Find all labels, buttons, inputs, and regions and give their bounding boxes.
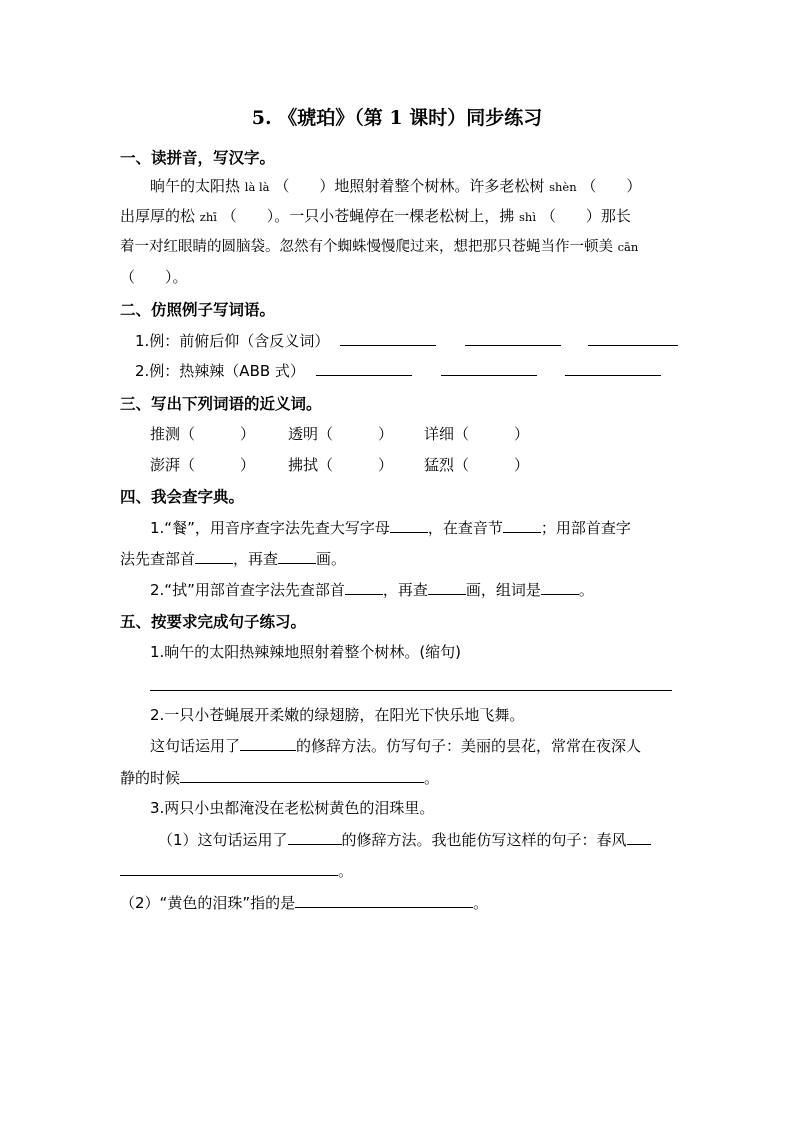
- s5-q2-blank-sentence[interactable]: [180, 768, 424, 783]
- s4-blank-radical[interactable]: [195, 549, 233, 564]
- s5-q3-blank-meaning[interactable]: [295, 893, 473, 908]
- s3-word-5[interactable]: 拂拭（ ）: [288, 456, 394, 474]
- s2-item-1-blank-1[interactable]: [340, 331, 436, 346]
- s4-text: ，再查: [233, 550, 279, 568]
- s5-text: 的修辞方法。仿写句子：美丽的昙花，常常在夜深人: [296, 737, 642, 755]
- s2-item-1: [135, 331, 678, 351]
- section-5-heading: 五、按要求完成句子练习。: [120, 613, 307, 631]
- s4-line-1: [150, 518, 631, 538]
- s4-text: 1.“餐”，用音序查字法先查大写字母: [150, 519, 390, 537]
- pinyin-can: cān: [617, 240, 639, 254]
- s5-question-3: 3.两只小虫都淹没在老松树黄色的泪珠里。: [150, 799, 435, 817]
- s5-q3-blank-rhetoric[interactable]: [288, 830, 342, 845]
- s3-word-2[interactable]: 透明（ ）: [288, 425, 394, 443]
- s1-text: 着一对红眼睛的圆脑袋。忽然有个蜘蛛慢慢爬过来，想把那只苍蝇当作一顿美: [120, 239, 613, 255]
- s4-text: 2.“拭”用部首查字法先查部首: [150, 581, 345, 599]
- pinyin-zhi: zhī: [199, 210, 217, 224]
- s5-text: （1）这句话运用了: [158, 831, 288, 849]
- s2-item-2-blank-3[interactable]: [565, 361, 661, 376]
- s5-text: （2）“黄色的泪珠”指的是: [120, 894, 296, 912]
- pinyin-shi: shì: [519, 210, 537, 224]
- s2-item-1-blank-2[interactable]: [465, 331, 561, 346]
- s5-text: 。: [424, 769, 440, 787]
- s5-text: 静的时候: [120, 769, 181, 787]
- s5-question-1: 1.晌午的太阳热辣辣地照射着整个树林。(缩句): [150, 643, 462, 661]
- s1-line-2: [120, 206, 631, 227]
- s4-text: 。: [578, 581, 594, 599]
- section-3-heading: 三、写出下列词语的近义词。: [120, 395, 322, 413]
- s5-q3-line-3: [120, 893, 488, 913]
- section-1-heading: 一、读拼音，写汉字。: [120, 149, 276, 167]
- s1-answer-blank-4[interactable]: （ ）那长: [540, 207, 631, 225]
- s2-item-2-label: 2.例：热辣辣（ABB 式）: [135, 362, 305, 380]
- pinyin-la-la: là là: [244, 180, 270, 194]
- s2-item-1-blank-3[interactable]: [588, 331, 678, 346]
- s1-answer-blank-3[interactable]: （ ）。一只小苍蝇停在一棵老松树上，拂: [221, 207, 515, 225]
- s5-text: 。: [338, 862, 354, 880]
- s4-text: 画，组词是: [465, 581, 541, 599]
- s4-blank-strokes-2[interactable]: [428, 580, 466, 595]
- s4-line-3: [150, 580, 594, 600]
- pinyin-shen: shèn: [549, 180, 577, 194]
- s4-blank-strokes[interactable]: [278, 549, 316, 564]
- s5-question-2: 2.一只小苍蝇展开柔嫩的绿翅膀，在阳光下快乐地飞舞。: [150, 706, 525, 724]
- s5-q2-line-1: [150, 736, 641, 756]
- s3-word-4[interactable]: 澎湃（ ）: [150, 456, 256, 474]
- s1-line-3: [120, 237, 638, 257]
- s5-q3-line-2: [120, 861, 353, 881]
- s4-blank-word[interactable]: [541, 580, 579, 595]
- s1-answer-blank-5[interactable]: （ ）。: [120, 268, 188, 286]
- s5-q2-blank-rhetoric[interactable]: [240, 736, 296, 751]
- page-title: 5. 《琥珀》（第 1 课时）同步练习: [251, 107, 543, 129]
- s2-item-2-blank-2[interactable]: [441, 361, 537, 376]
- s1-answer-blank-2[interactable]: （ ）: [581, 177, 642, 195]
- s4-text: ；用部首查字: [540, 519, 631, 537]
- s5-q3-line-1: [158, 830, 651, 850]
- s1-line-1: [150, 176, 641, 197]
- s3-word-3[interactable]: 详细（ ）: [424, 425, 530, 443]
- s4-blank-radical-2[interactable]: [345, 580, 383, 595]
- s2-item-2-blank-1[interactable]: [316, 361, 412, 376]
- s3-word-6[interactable]: 猛烈（ ）: [424, 456, 530, 474]
- s5-text: 。: [473, 894, 489, 912]
- s1-text: 出厚厚的松: [120, 207, 196, 225]
- s5-q3-blank-spring-wind[interactable]: [627, 830, 651, 845]
- s4-text: ，在查音节: [427, 519, 503, 537]
- s3-word-1[interactable]: 推测（ ）: [150, 425, 256, 443]
- s1-answer-blank-1[interactable]: （ ）地照射着整个树林。许多老松树: [274, 177, 545, 195]
- s5-q3-blank-continued[interactable]: [120, 861, 338, 876]
- s4-blank-letter[interactable]: [390, 518, 428, 533]
- section-4-heading: 四、我会查字典。: [120, 488, 245, 506]
- section-2-heading: 二、仿照例子写词语。: [120, 301, 276, 319]
- s5-text: 这句话运用了: [150, 737, 241, 755]
- s2-item-2: [135, 361, 661, 381]
- s5-q1-answer-line[interactable]: [150, 690, 672, 691]
- s4-blank-syllable[interactable]: [503, 518, 541, 533]
- s5-q2-line-2: [120, 768, 439, 788]
- s5-text: 的修辞方法。我也能仿写这样的句子：春风: [341, 831, 627, 849]
- s2-item-1-label: 1.例：前俯后仰（含反义词）: [135, 332, 330, 350]
- s4-text: 画。: [316, 550, 347, 568]
- s4-text: ，再查: [382, 581, 428, 599]
- s1-text: 晌午的太阳热: [150, 177, 241, 195]
- s4-line-2: [120, 549, 346, 569]
- s4-text: 法先查部首: [120, 550, 196, 568]
